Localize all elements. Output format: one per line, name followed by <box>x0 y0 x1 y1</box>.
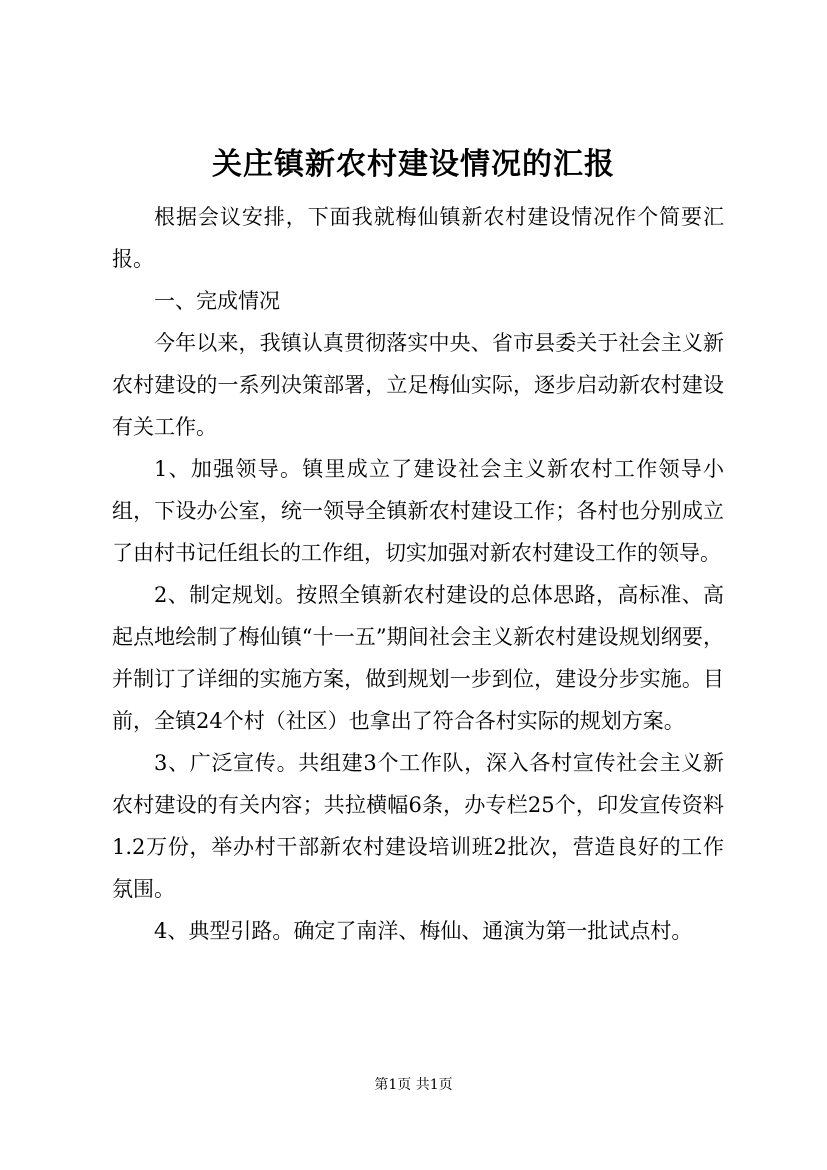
paragraph-item-4: 4、典型引路。确定了南洋、梅仙、通演为第一批试点村。 <box>154 919 693 943</box>
page-footer: 第1页 共1页 <box>374 1077 453 1093</box>
paragraph-intro: 根据会议安排，下面我就梅仙镇新农村建设情况作个简要汇报。 <box>112 205 724 271</box>
paragraph-item-2: 2、制定规划。按照全镇新农村建设的总体思路，高标准、高起点地绘制了梅仙镇“十一五”期间社会主义新农村建设规划纲要，并制订了详细的实施方案，做到规划一步到位，建设分步实施。目前，全镇24个村（社区）也拿出了符合各村实际的规划方案。 <box>112 583 724 733</box>
document-body <box>112 196 724 952</box>
paragraph-item-3: 3、广泛宣传。共组建3个工作队，深入各村宣传社会主义新农村建设的有关内容；共拉横幅6条，办专栏25个，印发宣传资料1.2万份，举办村干部新农村建设培训班2批次，营造良好的工作氛围。 <box>112 751 724 901</box>
paragraph-item-1: 1、加强领导。镇里成立了建设社会主义新农村工作领导小组，下设办公室，统一领导全镇新农村建设工作；各村也分别成立了由村书记任组长的工作组，切实加强对新农村建设工作的领导。 <box>112 457 724 565</box>
section-heading: 一、完成情况 <box>154 289 280 313</box>
paragraph-overview: 今年以来，我镇认真贯彻落实中央、省市县委关于社会主义新农村建设的一系列决策部署，立足梅仙实际，逐步启动新农村建设有关工作。 <box>112 331 724 439</box>
document-title: 关庄镇新农村建设情况的汇报 <box>212 147 615 182</box>
